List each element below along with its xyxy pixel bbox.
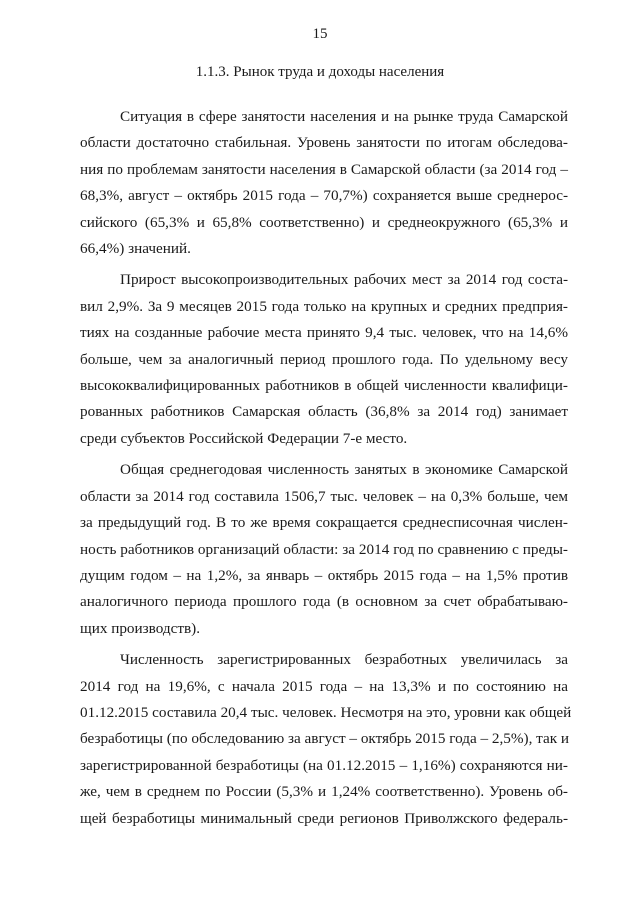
text-line: ния по проблемам занятости населения в Самарской области (за 2014 год –: [80, 160, 568, 178]
text-line: щей безработицы минимальный среди регионов Приволжского федераль-: [80, 809, 568, 827]
paragraph: [80, 457, 568, 642]
text-line: сийского (65,3% и 65,8% соответственно) и среднеокружного (65,3% и: [80, 213, 568, 231]
paragraph: [80, 104, 568, 262]
text-line: области за 2014 год составила 1506,7 тыс. человек – на 0,3% больше, чем: [80, 487, 568, 505]
text-line: 66,4%) значений.: [80, 240, 191, 258]
text-line: Ситуация в сфере занятости населения и на рынке труда Самарской: [120, 108, 568, 125]
text-line: среди субъектов Российской Федерации 7-е место.: [80, 429, 408, 447]
text-line: за предыдущий год. В то же время сокращается среднесписочная числен-: [80, 514, 568, 532]
text-line: 68,3%, август – октябрь 2015 года – 70,7%) сохраняется выше среднерос-: [80, 187, 568, 205]
text-line: безработицы (по обследованию за август – октябрь 2015 года – 2,5%), так и: [80, 730, 570, 748]
text-line: Численность зарегистрированных безработных увеличилась за: [120, 651, 568, 669]
text-line: зарегистрированной безработицы (на 01.12.2015 – 1,16%) сохраняются ни-: [80, 756, 568, 774]
body-text: [80, 104, 572, 837]
text-line: рованных работников Самарская область (36,8% за 2014 год) занимает: [80, 403, 568, 421]
text-line: вил 2,9%. За 9 месяцев 2015 года только на крупных и средних предприя-: [80, 297, 568, 315]
text-line: высококвалифицированных работников в общей численности квалифици-: [80, 377, 568, 395]
text-line: аналогичного периода прошлого года (в основном за счет обрабатываю-: [80, 593, 568, 611]
text-line: 2014 год на 19,6%, с начала 2015 года – на 13,3% и по состоянию на: [80, 677, 568, 695]
page-number: 15: [312, 26, 328, 42]
text-line: больше, чем за аналогичный период прошлого года. По удельному весу: [80, 350, 568, 368]
text-line: дущим годом – на 1,2%, за январь – октябрь 2015 года – на 1,5% против: [80, 566, 568, 584]
paragraph: [80, 647, 572, 832]
section-heading: 1.1.3. Рынок труда и доходы населения: [195, 64, 445, 80]
text-line: области достаточно стабильная. Уровень занятости по итогам обследова-: [80, 134, 568, 152]
text-line: тиях на созданные рабочие места принято 9,4 тыс. человек, что на 14,6%: [80, 324, 568, 342]
text-line: щих производств).: [80, 619, 201, 637]
paragraph: [80, 267, 568, 452]
text-line: же, чем в среднем по России (5,3% и 1,24% соответственно). Уровень об-: [80, 783, 568, 801]
text-line: Общая среднегодовая численность занятых в экономике Самарской: [120, 461, 568, 479]
text-line: 01.12.2015 составила 20,4 тыс. человек. Несмотря на это, уровни как общей: [80, 703, 572, 721]
text-line: ность работников организаций области: за 2014 год по сравнению с преды-: [80, 540, 568, 558]
text-line: Прирост высокопроизводительных рабочих мест за 2014 год соста-: [120, 271, 568, 289]
